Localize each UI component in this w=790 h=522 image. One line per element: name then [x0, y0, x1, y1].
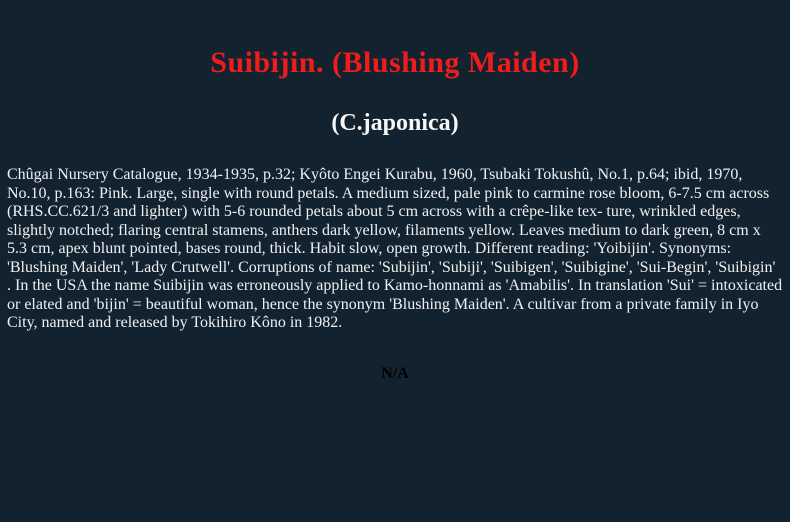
- footer-note: N/A: [381, 365, 409, 382]
- page-title: Suibijin. (Blushing Maiden): [210, 46, 580, 79]
- cultivar-description: Chûgai Nursery Catalogue, 1934-1935, p.32; Kyôto Engei Kurabu, 1960, Tsubaki Tokushû, No.1, p.64; ibid, 1970, No.10, p.163: Pink. Large, single with round petals. A medium sized, pale pink to carmine rose bloom, 6-7.5 cm across (RHS.CC.621/3 and lighter) with 5-6 rounded petals about 5 cm across with a crêpe-like tex- ture, wrinkled edges, slightly notched; flaring central stamens, anthers dark yellow, filaments yellow. Leaves medium to dark green, 8 cm x 5.3 cm, apex blunt pointed, bases round, thick. Habit slow, open growth. Different reading: 'Yoibijin'. Synonyms: 'Blushing Maiden', 'Lady Crutwell'. Corruptions of name: 'Subijin', 'Subiji', 'Suibigen', 'Suibigine', 'Sui-Begin', 'Suibigin' . In the USA the name Suibijin was erroneously applied to Kamo-honnami as 'Amabilis'. In translation 'Sui' = intoxicated or elated and 'bijin' = beautiful woman, hence the synonym 'Blushing Maiden'. A cultivar from a private family in Iyo City, named and released by Tokihiro Kôno in 1982.: [7, 166, 783, 331]
- species-subtitle: (C.japonica): [331, 110, 459, 136]
